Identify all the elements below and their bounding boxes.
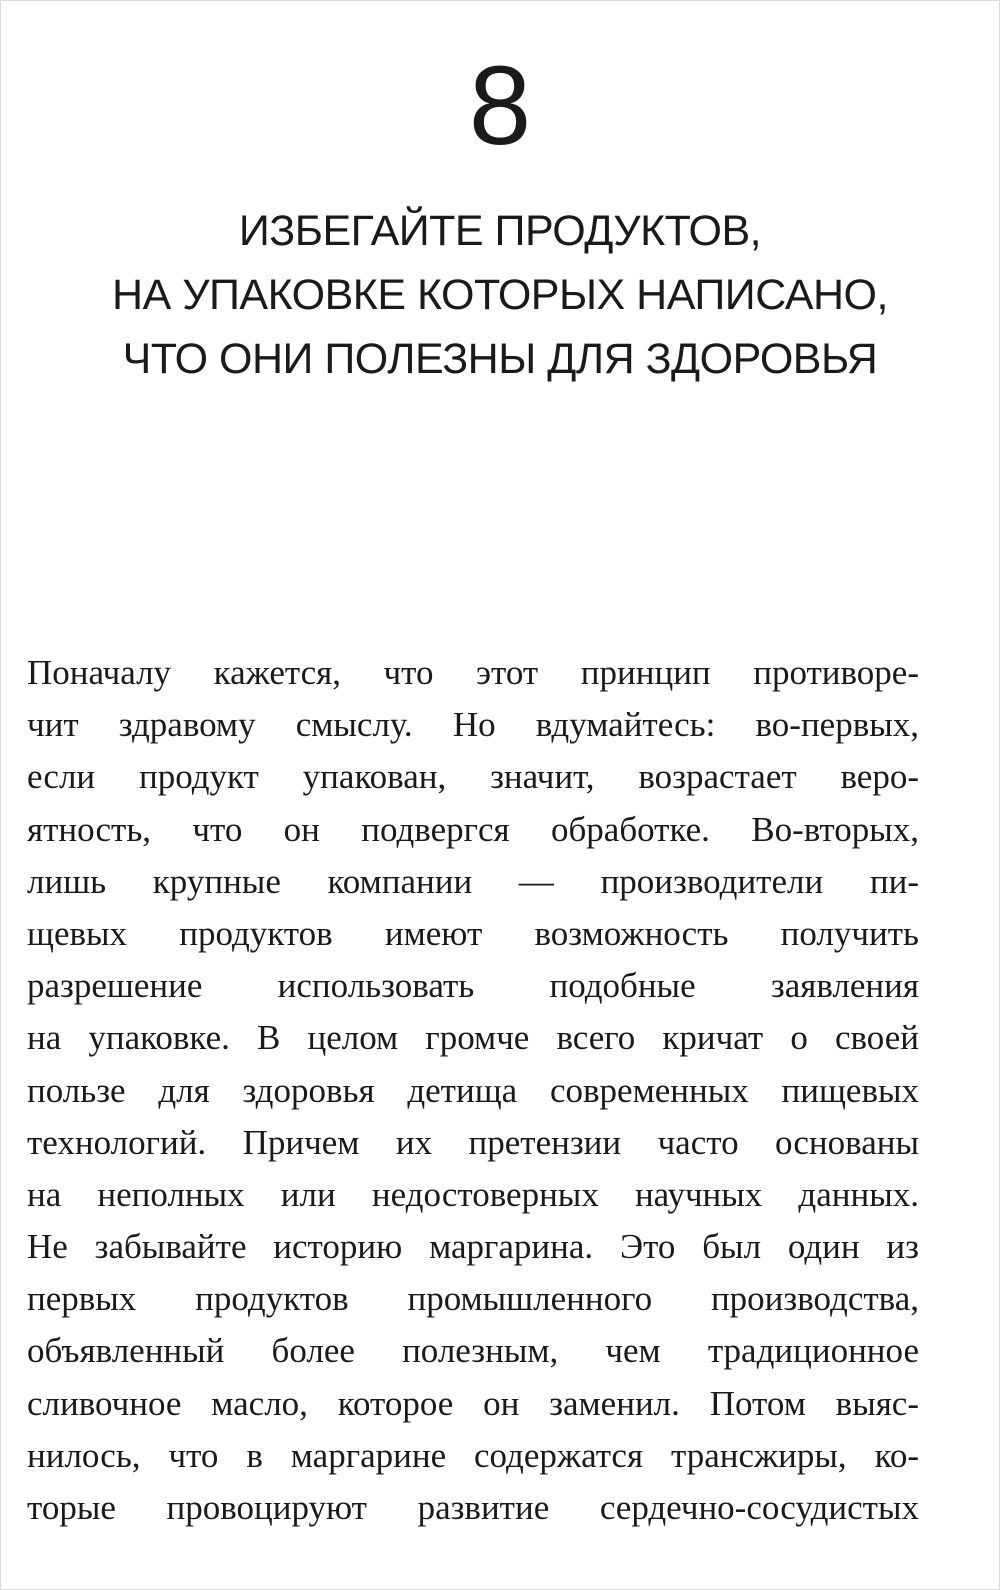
body-text-line: Поначалу кажется, что этот принцип противоре- xyxy=(27,653,919,692)
body-text-line: первых продуктов промышленного производства, xyxy=(27,1279,919,1319)
body-text-line: на неполных или недостоверных научных данных. xyxy=(27,1174,919,1214)
body-text-line: торые провоцируют развитие сердечно-сосудистых xyxy=(27,1488,919,1527)
body-text-line: объявленный более полезным, чем традиционное xyxy=(27,1331,919,1371)
chapter-number: 8 xyxy=(468,43,532,168)
body-text-line: Не забывайте историю маргарина. Это был один из xyxy=(27,1227,919,1267)
body-text-line: ятность, что он подвергся обработке. Во-вторых, xyxy=(27,809,919,849)
body-text-line: лишь крупные компании — производители пи- xyxy=(27,861,919,901)
chapter-title-line: ЧТО ОНИ ПОЛЕЗНЫ ДЛЯ ЗДОРОВЬЯ xyxy=(122,335,878,383)
body-text-line: разрешение использовать подобные заявления xyxy=(27,966,919,1006)
body-text-line: сливочное масло, которое он заменил. Потом выяс- xyxy=(27,1383,919,1423)
body-text-line: нилось, что в маргарине содержатся трансжиры, ко- xyxy=(27,1435,919,1475)
body-text-line: пользе для здоровья детища современных пищевых xyxy=(27,1070,919,1110)
body-paragraph xyxy=(27,647,919,1534)
body-text-line: чит здравому смыслу. Но вдумайтесь: во-первых, xyxy=(27,705,919,745)
chapter-title-line: ИЗБЕГАЙТЕ ПРОДУКТОВ, xyxy=(238,207,762,255)
chapter-title-line: НА УПАКОВКЕ КОТОРЫХ НАПИСАНО, xyxy=(112,271,888,319)
body-text-line: если продукт упакован, значит, возрастает веро- xyxy=(27,757,919,797)
body-text-line: технологий. Причем их претензии часто основаны xyxy=(27,1122,919,1162)
chapter-title xyxy=(1,199,999,391)
body-text-line: на упаковке. В целом громче всего кричат о своей xyxy=(27,1018,919,1058)
body-text-line: щевых продуктов имеют возможность получить xyxy=(27,913,919,953)
